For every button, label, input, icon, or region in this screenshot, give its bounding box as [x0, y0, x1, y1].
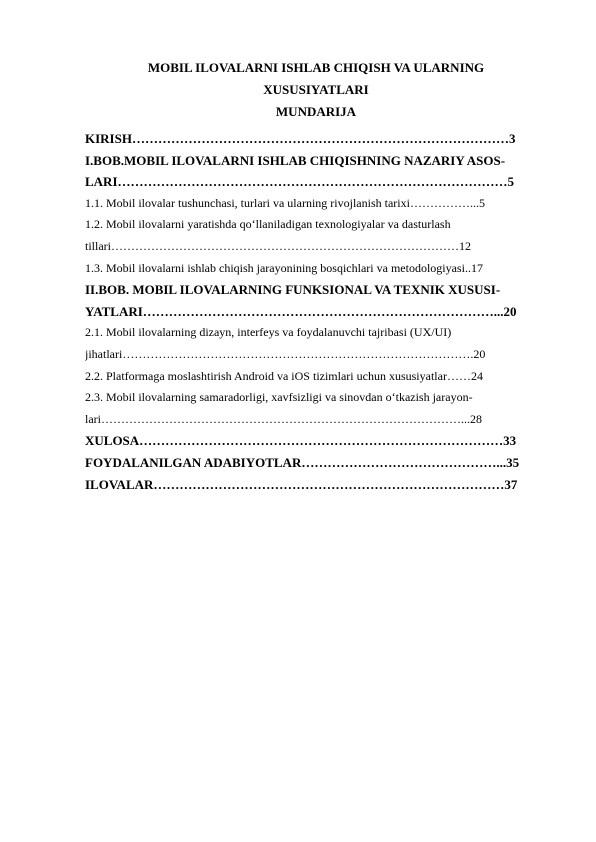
toc-entry-1-3[interactable]: 1.3. Mobil ilovalarni ishlab chiqish jarayonining bosqichlari va metodologiyasi..17 [85, 260, 483, 275]
toc-entry-2-3[interactable]: 2.3. Mobil ilovalarning samaradorligi, xavfsizligi va sinovdan o‘tkazish jarayon- [85, 390, 473, 405]
title-block [0, 57, 596, 123]
toc-entry-2-1[interactable]: 2.1. Mobil ilovalarning dizayn, interfeys va foydalanuvchi tajribasi (UX/UI) [85, 325, 452, 340]
toc-entry-2-1-cont[interactable]: jihatlari…………………………………………………………………………….20 [85, 346, 486, 361]
toc-entry-xulosa[interactable]: XULOSA…………………………………………………………………………33 [85, 433, 517, 449]
toc-entry-chapter-2[interactable]: II.BOB. MOBIL ILOVALARNING FUNKSIONAL VA TEXNIK XUSUSI- [85, 282, 501, 298]
toc-entry-2-3-cont[interactable]: lari………………………………………………………………………………...28 [85, 411, 482, 426]
table-of-contents [85, 128, 553, 495]
toc-heading: MUNDARIJA [275, 104, 357, 119]
toc-entry-adabiyotlar[interactable]: FOYDALANILGAN ADABIYOTLAR………………………………………...35 [85, 454, 520, 470]
toc-entry-kirish[interactable]: KIRISH……………………………………………………………………………3 [85, 131, 516, 146]
toc-entry-1-2-cont[interactable]: tillari……………………………………………………………………………12 [85, 238, 471, 253]
toc-entry-1-2[interactable]: 1.2. Mobil ilovalarni yaratishda qo‘llaniladigan texnologiyalar va dasturlash [85, 217, 451, 232]
toc-entry-ilovalar[interactable]: ILOVALAR………………………………………………………………………37 [85, 476, 518, 492]
toc-entry-2-2[interactable]: 2.2. Platformaga moslashtirish Android va iOS tizimlari uchun xususiyatlar……24 [85, 368, 483, 383]
document-title-line-2: XUSUSIYATLARI [263, 82, 369, 97]
toc-entry-1-1[interactable]: 1.1. Mobil ilovalar tushunchasi, turlari va ularning rivojlanish tarixi……………...5 [85, 195, 485, 210]
toc-entry-chapter-2-cont[interactable]: YATLARI………………………………………………………………………...20 [85, 303, 517, 319]
toc-entry-chapter-1[interactable]: I.BOB.MOBIL ILOVALARNI ISHLAB CHIQISHNING NAZARIY ASOS- [85, 152, 506, 168]
toc-entry-chapter-1-cont[interactable]: LARI………………………………………………………………………………5 [85, 174, 515, 190]
document-title-line-1: MOBIL ILOVALARNI ISHLAB CHIQISH VA ULARNING [147, 60, 485, 75]
